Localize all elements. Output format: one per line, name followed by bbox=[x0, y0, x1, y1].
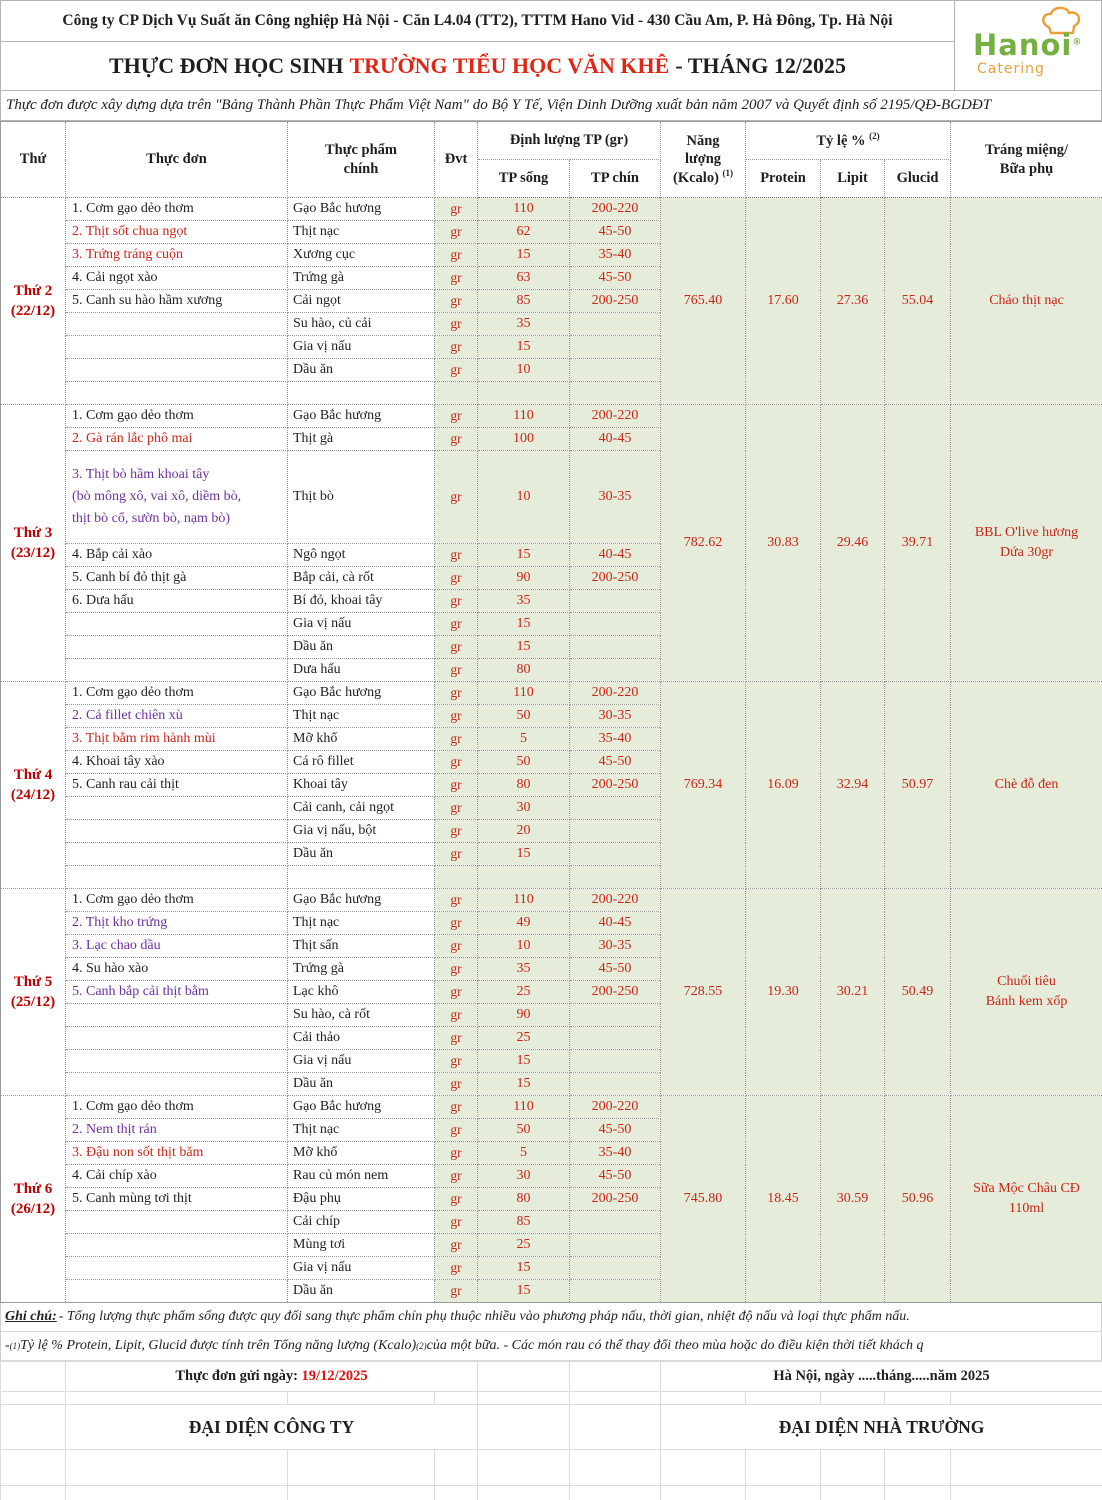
raw-quantity-cell: 15 bbox=[478, 1257, 570, 1280]
protein-cell: 18.45 bbox=[746, 1096, 821, 1303]
ingredient-cell: Gia vị nấu bbox=[288, 1257, 435, 1280]
unit-cell: gr bbox=[435, 751, 478, 774]
dessert-cell: Sữa Mộc Châu CĐ 110ml bbox=[951, 1096, 1102, 1303]
cooked-quantity-cell: 200-220 bbox=[570, 682, 661, 705]
menu-item-cell: 4. Bắp cải xào bbox=[66, 544, 288, 567]
unit-cell: gr bbox=[435, 797, 478, 820]
col-header-energy: Năng lượng (Kcalo) $^{(1)}$ bbox=[661, 122, 746, 198]
protein-cell: 16.09 bbox=[746, 682, 821, 889]
signature-area bbox=[0, 1361, 1102, 1500]
menu-item-cell: 4. Khoai tây xào bbox=[66, 751, 288, 774]
col-header-ingredient: Thực phẩm chính bbox=[288, 122, 435, 198]
menu-item-cell: 5. Canh bắp cải thịt bằm bbox=[66, 981, 288, 1004]
raw-quantity-cell: 80 bbox=[478, 774, 570, 797]
glucid-cell: 55.04 bbox=[885, 198, 951, 405]
ingredient-cell: Cải ngọt bbox=[288, 290, 435, 313]
ingredient-cell: Dầu ăn bbox=[288, 1073, 435, 1096]
cooked-quantity-cell bbox=[570, 313, 661, 336]
raw-quantity-cell: 90 bbox=[478, 1004, 570, 1027]
ingredient-cell: Thịt nạc bbox=[288, 1119, 435, 1142]
unit-cell: gr bbox=[435, 544, 478, 567]
cooked-quantity-cell: 40-45 bbox=[570, 912, 661, 935]
company-representative: ĐẠI DIỆN CÔNG TY bbox=[66, 1405, 478, 1450]
raw-quantity-cell: 15 bbox=[478, 336, 570, 359]
menu-item-cell bbox=[66, 1073, 288, 1096]
raw-quantity-cell: 50 bbox=[478, 751, 570, 774]
ingredient-cell: Cải canh, cải ngọt bbox=[288, 797, 435, 820]
unit-cell: gr bbox=[435, 659, 478, 682]
unit-cell: gr bbox=[435, 221, 478, 244]
ingredient-cell: Khoai tây bbox=[288, 774, 435, 797]
raw-quantity-cell: 15 bbox=[478, 1050, 570, 1073]
menu-item-cell: 6. Dưa hấu bbox=[66, 590, 288, 613]
cooked-quantity-cell bbox=[570, 1027, 661, 1050]
raw-quantity-cell: 80 bbox=[478, 1188, 570, 1211]
unit-cell: gr bbox=[435, 1004, 478, 1027]
ingredient-cell: Mỡ khổ bbox=[288, 1142, 435, 1165]
table-row bbox=[1, 682, 1102, 705]
table-row bbox=[1, 889, 1102, 912]
cooked-quantity-cell: 30-35 bbox=[570, 935, 661, 958]
menu-item-cell: 1. Cơm gạo dẻo thơm bbox=[66, 889, 288, 912]
raw-quantity-cell: 62 bbox=[478, 221, 570, 244]
raw-quantity-cell: 100 bbox=[478, 428, 570, 451]
raw-quantity-cell: 15 bbox=[478, 1280, 570, 1303]
unit-cell: gr bbox=[435, 889, 478, 912]
document-header bbox=[0, 0, 1102, 90]
unit-cell: gr bbox=[435, 1211, 478, 1234]
unit-cell: gr bbox=[435, 313, 478, 336]
raw-quantity-cell: 15 bbox=[478, 544, 570, 567]
table-row bbox=[1, 198, 1102, 221]
cooked-quantity-cell bbox=[570, 1004, 661, 1027]
unit-cell: gr bbox=[435, 290, 478, 313]
raw-quantity-cell: 110 bbox=[478, 1096, 570, 1119]
unit-cell: gr bbox=[435, 267, 478, 290]
col-header-ratio: Tỷ lệ % $^{(2)}$ bbox=[746, 122, 951, 160]
title-school-name: TRƯỜNG TIỂU HỌC VĂN KHÊ bbox=[349, 53, 670, 78]
lipit-cell: 27.36 bbox=[821, 198, 885, 405]
ingredient-cell: Dầu ăn bbox=[288, 359, 435, 382]
menu-item-cell bbox=[66, 359, 288, 382]
ingredient-cell: Đậu phụ bbox=[288, 1188, 435, 1211]
day-cell: Thứ 3 (23/12) bbox=[1, 405, 66, 682]
page-title bbox=[1, 42, 954, 90]
ingredient-cell: Bắp cải, cà rốt bbox=[288, 567, 435, 590]
energy-cell: 728.55 bbox=[661, 889, 746, 1096]
unit-cell: gr bbox=[435, 1027, 478, 1050]
ingredient-cell: Thịt nạc bbox=[288, 912, 435, 935]
menu-item-cell bbox=[66, 820, 288, 843]
unit-cell: gr bbox=[435, 981, 478, 1004]
note-2: - (1) Tỷ lệ % Protein, Lipit, Glucid được tính trên Tổng năng lượng (Kcalo) (2) của một bữa. - Các món rau có thể thay đổi theo mùa hoặc do điều kiện thời tiết khách q bbox=[1, 1332, 1101, 1361]
ingredient-cell: Rau củ món nem bbox=[288, 1165, 435, 1188]
cooked-quantity-cell: 40-45 bbox=[570, 544, 661, 567]
raw-quantity-cell: 110 bbox=[478, 198, 570, 221]
ingredient-cell: Gạo Bắc hương bbox=[288, 198, 435, 221]
ingredient-cell: Thịt nạc bbox=[288, 705, 435, 728]
unit-cell: gr bbox=[435, 336, 478, 359]
school-representative: ĐẠI DIỆN NHÀ TRƯỜNG bbox=[661, 1405, 1102, 1450]
menu-item-cell: 5. Canh mùng tơi thịt bbox=[66, 1188, 288, 1211]
raw-quantity-cell bbox=[478, 866, 570, 889]
raw-quantity-cell: 20 bbox=[478, 820, 570, 843]
table-row bbox=[1, 1096, 1102, 1119]
cooked-quantity-cell bbox=[570, 1257, 661, 1280]
cooked-quantity-cell: 200-250 bbox=[570, 290, 661, 313]
raw-quantity-cell: 30 bbox=[478, 797, 570, 820]
unit-cell: gr bbox=[435, 1073, 478, 1096]
col-header-cooked: TP chín bbox=[570, 160, 661, 198]
lipit-cell: 30.59 bbox=[821, 1096, 885, 1303]
col-header-dessert: Tráng miệng/ Bữa phụ bbox=[951, 122, 1102, 198]
cooked-quantity-cell bbox=[570, 866, 661, 889]
menu-item-cell bbox=[66, 1234, 288, 1257]
unit-cell: gr bbox=[435, 728, 478, 751]
day-cell: Thứ 6 (26/12) bbox=[1, 1096, 66, 1303]
ingredient-cell: Mỡ khổ bbox=[288, 728, 435, 751]
energy-cell: 765.40 bbox=[661, 198, 746, 405]
raw-quantity-cell: 15 bbox=[478, 636, 570, 659]
unit-cell: gr bbox=[435, 613, 478, 636]
unit-cell: gr bbox=[435, 428, 478, 451]
menu-item-cell bbox=[66, 843, 288, 866]
lipit-cell: 29.46 bbox=[821, 405, 885, 682]
cooked-quantity-cell: 45-50 bbox=[570, 751, 661, 774]
col-header-unit: Đvt bbox=[435, 122, 478, 198]
ingredient-cell: Gạo Bắc hương bbox=[288, 1096, 435, 1119]
unit-cell: gr bbox=[435, 1257, 478, 1280]
unit-cell: gr bbox=[435, 1188, 478, 1211]
cooked-quantity-cell: 45-50 bbox=[570, 221, 661, 244]
menu-item-cell: 1. Cơm gạo dẻo thơm bbox=[66, 1096, 288, 1119]
menu-item-cell: 3. Lạc chao dầu bbox=[66, 935, 288, 958]
cooked-quantity-cell: 200-220 bbox=[570, 198, 661, 221]
dessert-cell: Cháo thịt nạc bbox=[951, 198, 1102, 405]
raw-quantity-cell: 85 bbox=[478, 290, 570, 313]
cooked-quantity-cell bbox=[570, 1211, 661, 1234]
menu-basis-note: Thực đơn được xây dựng dựa trên "Bảng Thành Phần Thực Phẩm Việt Nam" do Bộ Y Tế, Viện Dinh Dưỡng xuất bản năm 2007 và Quyết định số 2195/QĐ-BGDĐT bbox=[0, 90, 1102, 121]
menu-item-cell: 4. Cải chíp xào bbox=[66, 1165, 288, 1188]
raw-quantity-cell: 15 bbox=[478, 843, 570, 866]
ingredient-cell: Gạo Bắc hương bbox=[288, 405, 435, 428]
cooked-quantity-cell bbox=[570, 382, 661, 405]
unit-cell: gr bbox=[435, 405, 478, 428]
raw-quantity-cell: 10 bbox=[478, 359, 570, 382]
raw-quantity-cell: 30 bbox=[478, 1165, 570, 1188]
unit-cell: gr bbox=[435, 820, 478, 843]
cooked-quantity-cell bbox=[570, 797, 661, 820]
ingredient-cell: Gạo Bắc hương bbox=[288, 682, 435, 705]
menu-item-cell: 2. Cá fillet chiên xù bbox=[66, 705, 288, 728]
unit-cell: gr bbox=[435, 451, 478, 544]
menu-item-cell: 2. Nem thịt rán bbox=[66, 1119, 288, 1142]
ingredient-cell: Bí đỏ, khoai tây bbox=[288, 590, 435, 613]
ingredient-cell: Xương cục bbox=[288, 244, 435, 267]
unit-cell: gr bbox=[435, 198, 478, 221]
unit-cell: gr bbox=[435, 244, 478, 267]
col-header-protein: Protein bbox=[746, 160, 821, 198]
glucid-cell: 50.97 bbox=[885, 682, 951, 889]
menu-item-cell: 1. Cơm gạo dẻo thơm bbox=[66, 682, 288, 705]
notes-section bbox=[0, 1303, 1102, 1361]
unit-cell bbox=[435, 866, 478, 889]
ingredient-cell: Ngô ngọt bbox=[288, 544, 435, 567]
ingredient-cell: Thịt gà bbox=[288, 428, 435, 451]
unit-cell: gr bbox=[435, 682, 478, 705]
cooked-quantity-cell: 45-50 bbox=[570, 958, 661, 981]
cooked-quantity-cell: 200-250 bbox=[570, 567, 661, 590]
table-header bbox=[1, 122, 1102, 198]
raw-quantity-cell: 35 bbox=[478, 313, 570, 336]
menu-item-cell: 2. Thịt kho trứng bbox=[66, 912, 288, 935]
menu-item-cell bbox=[66, 659, 288, 682]
raw-quantity-cell: 5 bbox=[478, 1142, 570, 1165]
col-header-quantity: Định lượng TP (gr) bbox=[478, 122, 661, 160]
unit-cell bbox=[435, 382, 478, 405]
unit-cell: gr bbox=[435, 774, 478, 797]
raw-quantity-cell: 10 bbox=[478, 451, 570, 544]
menu-item-cell bbox=[66, 1027, 288, 1050]
raw-quantity-cell: 63 bbox=[478, 267, 570, 290]
unit-cell: gr bbox=[435, 567, 478, 590]
raw-quantity-cell: 50 bbox=[478, 1119, 570, 1142]
ingredient-cell: Thịt sấn bbox=[288, 935, 435, 958]
ingredient-cell: Cải thảo bbox=[288, 1027, 435, 1050]
raw-quantity-cell: 10 bbox=[478, 935, 570, 958]
unit-cell: gr bbox=[435, 1234, 478, 1257]
cooked-quantity-cell bbox=[570, 1280, 661, 1303]
menu-item-cell bbox=[66, 866, 288, 889]
menu-item-cell bbox=[66, 613, 288, 636]
cooked-quantity-cell: 35-40 bbox=[570, 728, 661, 751]
raw-quantity-cell: 110 bbox=[478, 682, 570, 705]
cooked-quantity-cell bbox=[570, 613, 661, 636]
cooked-quantity-cell bbox=[570, 1073, 661, 1096]
cooked-quantity-cell bbox=[570, 820, 661, 843]
ingredient-cell: Trứng gà bbox=[288, 267, 435, 290]
unit-cell: gr bbox=[435, 1050, 478, 1073]
unit-cell: gr bbox=[435, 1119, 478, 1142]
menu-item-cell: 3. Trứng tráng cuộn bbox=[66, 244, 288, 267]
menu-item-cell: 5. Canh su hào hầm xương bbox=[66, 290, 288, 313]
lipit-cell: 32.94 bbox=[821, 682, 885, 889]
title-suffix: - THÁNG 12/2025 bbox=[675, 53, 847, 78]
cooked-quantity-cell bbox=[570, 636, 661, 659]
cooked-quantity-cell: 45-50 bbox=[570, 1119, 661, 1142]
ingredient-cell: Gia vị nấu bbox=[288, 613, 435, 636]
ingredient-cell: Gia vị nấu, bột bbox=[288, 820, 435, 843]
day-cell: Thứ 4 (24/12) bbox=[1, 682, 66, 889]
menu-item-cell: 1. Cơm gạo dẻo thơm bbox=[66, 405, 288, 428]
raw-quantity-cell: 110 bbox=[478, 889, 570, 912]
protein-cell: 19.30 bbox=[746, 889, 821, 1096]
raw-quantity-cell: 15 bbox=[478, 1073, 570, 1096]
menu-item-cell bbox=[66, 1280, 288, 1303]
raw-quantity-cell: 80 bbox=[478, 659, 570, 682]
ingredient-cell: Thịt nạc bbox=[288, 221, 435, 244]
ingredient-cell: Gia vị nấu bbox=[288, 1050, 435, 1073]
dessert-cell: Chuối tiêu Bánh kem xốp bbox=[951, 889, 1102, 1096]
logo-subtext: Catering bbox=[977, 61, 1045, 77]
cooked-quantity-cell: 35-40 bbox=[570, 244, 661, 267]
cooked-quantity-cell bbox=[570, 1050, 661, 1073]
unit-cell: gr bbox=[435, 1096, 478, 1119]
registered-mark: ® bbox=[1072, 37, 1083, 48]
unit-cell: gr bbox=[435, 636, 478, 659]
lipit-cell: 30.21 bbox=[821, 889, 885, 1096]
raw-quantity-cell: 25 bbox=[478, 1234, 570, 1257]
dessert-cell: Chè đỗ đen bbox=[951, 682, 1102, 889]
raw-quantity-cell: 35 bbox=[478, 958, 570, 981]
unit-cell: gr bbox=[435, 590, 478, 613]
ingredient-cell: Cá rô fillet bbox=[288, 751, 435, 774]
ingredient-cell bbox=[288, 866, 435, 889]
unit-cell: gr bbox=[435, 912, 478, 935]
raw-quantity-cell: 85 bbox=[478, 1211, 570, 1234]
col-header-menu: Thực đơn bbox=[66, 122, 288, 198]
energy-cell: 769.34 bbox=[661, 682, 746, 889]
raw-quantity-cell: 5 bbox=[478, 728, 570, 751]
raw-quantity-cell: 110 bbox=[478, 405, 570, 428]
col-header-lipit: Lipit bbox=[821, 160, 885, 198]
ingredient-cell bbox=[288, 382, 435, 405]
raw-quantity-cell: 35 bbox=[478, 590, 570, 613]
sent-date-value: 19/12/2025 bbox=[301, 1368, 368, 1384]
logo-wordmark: Hanoi® bbox=[973, 28, 1083, 62]
menu-item-cell bbox=[66, 797, 288, 820]
ingredient-cell: Mùng tơi bbox=[288, 1234, 435, 1257]
protein-cell: 17.60 bbox=[746, 198, 821, 405]
menu-item-cell: 3. Đậu non sốt thịt băm bbox=[66, 1142, 288, 1165]
menu-item-cell bbox=[66, 382, 288, 405]
col-header-glucid: Glucid bbox=[885, 160, 951, 198]
unit-cell: gr bbox=[435, 705, 478, 728]
raw-quantity-cell: 50 bbox=[478, 705, 570, 728]
cooked-quantity-cell: 30-35 bbox=[570, 451, 661, 544]
raw-quantity-cell: 49 bbox=[478, 912, 570, 935]
ingredient-cell: Dầu ăn bbox=[288, 843, 435, 866]
cooked-quantity-cell: 40-45 bbox=[570, 428, 661, 451]
glucid-cell: 39.71 bbox=[885, 405, 951, 682]
menu-item-cell bbox=[66, 1211, 288, 1234]
cooked-quantity-cell: 200-250 bbox=[570, 1188, 661, 1211]
menu-item-cell bbox=[66, 1004, 288, 1027]
cooked-quantity-cell bbox=[570, 1234, 661, 1257]
menu-item-cell bbox=[66, 636, 288, 659]
ingredient-cell: Dầu ăn bbox=[288, 636, 435, 659]
cooked-quantity-cell bbox=[570, 336, 661, 359]
col-header-raw: TP sống bbox=[478, 160, 570, 198]
ingredient-cell: Trứng gà bbox=[288, 958, 435, 981]
menu-sent-date bbox=[66, 1362, 478, 1392]
cooked-quantity-cell bbox=[570, 359, 661, 382]
menu-item-cell bbox=[66, 336, 288, 359]
cooked-quantity-cell: 45-50 bbox=[570, 1165, 661, 1188]
ingredient-cell: Su hào, cà rốt bbox=[288, 1004, 435, 1027]
note-label: Ghi chú: bbox=[5, 1309, 57, 1324]
energy-cell: 745.80 bbox=[661, 1096, 746, 1303]
unit-cell: gr bbox=[435, 935, 478, 958]
glucid-cell: 50.49 bbox=[885, 889, 951, 1096]
protein-cell: 30.83 bbox=[746, 405, 821, 682]
cooked-quantity-cell: 30-35 bbox=[570, 705, 661, 728]
ingredient-cell: Cải chíp bbox=[288, 1211, 435, 1234]
menu-item-cell bbox=[66, 1050, 288, 1073]
energy-cell: 782.62 bbox=[661, 405, 746, 682]
menu-table bbox=[0, 121, 1102, 1303]
ingredient-cell: Thịt bò bbox=[288, 451, 435, 544]
unit-cell: gr bbox=[435, 958, 478, 981]
cooked-quantity-cell: 200-250 bbox=[570, 774, 661, 797]
cooked-quantity-cell: 200-220 bbox=[570, 405, 661, 428]
unit-cell: gr bbox=[435, 1142, 478, 1165]
hanoi-catering-logo bbox=[955, 1, 1101, 90]
note-1: Ghi chú: - Tổng lượng thực phẩm sống được quy đổi sang thực phẩm chín phụ thuộc nhiều vào phương pháp nấu, thời gian, nhiệt độ nấu và loại thực phẩm nấu. bbox=[1, 1303, 1101, 1332]
menu-item-cell: 2. Gà rán lắc phô mai bbox=[66, 428, 288, 451]
menu-item-cell: 4. Cải ngọt xào bbox=[66, 267, 288, 290]
raw-quantity-cell: 15 bbox=[478, 613, 570, 636]
unit-cell: gr bbox=[435, 843, 478, 866]
unit-cell: gr bbox=[435, 359, 478, 382]
menu-item-cell bbox=[66, 313, 288, 336]
glucid-cell: 50.96 bbox=[885, 1096, 951, 1303]
raw-quantity-cell: 25 bbox=[478, 1027, 570, 1050]
cooked-quantity-cell: 45-50 bbox=[570, 267, 661, 290]
cooked-quantity-cell: 35-40 bbox=[570, 1142, 661, 1165]
cooked-quantity-cell: 200-250 bbox=[570, 981, 661, 1004]
menu-table-body bbox=[1, 198, 1102, 1303]
sent-date-label: Thực đơn gửi ngày: bbox=[175, 1368, 302, 1384]
ingredient-cell: Dưa hấu bbox=[288, 659, 435, 682]
dessert-cell: BBL O'live hương Dứa 30gr bbox=[951, 405, 1102, 682]
ingredient-cell: Su hào, củ cải bbox=[288, 313, 435, 336]
day-cell: Thứ 5 (25/12) bbox=[1, 889, 66, 1096]
menu-item-cell bbox=[66, 1257, 288, 1280]
menu-item-cell: 4. Su hào xào bbox=[66, 958, 288, 981]
menu-item-cell: 5. Canh bí đỏ thịt gà bbox=[66, 567, 288, 590]
cooked-quantity-cell: 200-220 bbox=[570, 889, 661, 912]
header-left bbox=[1, 1, 955, 90]
place-date-line: Hà Nội, ngày .....tháng.....năm 2025 bbox=[661, 1362, 1102, 1392]
title-prefix: THỰC ĐƠN HỌC SINH bbox=[108, 53, 344, 78]
menu-item-cell: 2. Thịt sốt chua ngọt bbox=[66, 221, 288, 244]
col-header-day: Thứ bbox=[1, 122, 66, 198]
ingredient-cell: Dầu ăn bbox=[288, 1280, 435, 1303]
raw-quantity-cell: 15 bbox=[478, 244, 570, 267]
cooked-quantity-cell bbox=[570, 590, 661, 613]
menu-item-cell: 3. Thịt bò hầm khoai tây (bò mông xô, vai xô, diềm bò, thịt bò cổ, sườn bò, nạm bò) bbox=[66, 451, 288, 544]
unit-cell: gr bbox=[435, 1280, 478, 1303]
cooked-quantity-cell bbox=[570, 659, 661, 682]
ingredient-cell: Lạc khô bbox=[288, 981, 435, 1004]
unit-cell: gr bbox=[435, 1165, 478, 1188]
raw-quantity-cell: 25 bbox=[478, 981, 570, 1004]
menu-item-cell: 5. Canh rau cải thịt bbox=[66, 774, 288, 797]
raw-quantity-cell: 90 bbox=[478, 567, 570, 590]
cooked-quantity-cell: 200-220 bbox=[570, 1096, 661, 1119]
ingredient-cell: Gia vị nấu bbox=[288, 336, 435, 359]
menu-item-cell: 1. Cơm gạo dẻo thơm bbox=[66, 198, 288, 221]
cooked-quantity-cell bbox=[570, 843, 661, 866]
menu-item-cell: 3. Thịt bằm rim hành mùi bbox=[66, 728, 288, 751]
raw-quantity-cell bbox=[478, 382, 570, 405]
day-cell: Thứ 2 (22/12) bbox=[1, 198, 66, 405]
ingredient-cell: Gạo Bắc hương bbox=[288, 889, 435, 912]
table-row bbox=[1, 405, 1102, 428]
company-name: Công ty CP Dịch Vụ Suất ăn Công nghiệp Hà Nội - Căn L4.04 (TT2), TTTM Hano Vid - 430 Cầu Am, P. Hà Đông, Tp. Hà Nội bbox=[1, 1, 954, 42]
